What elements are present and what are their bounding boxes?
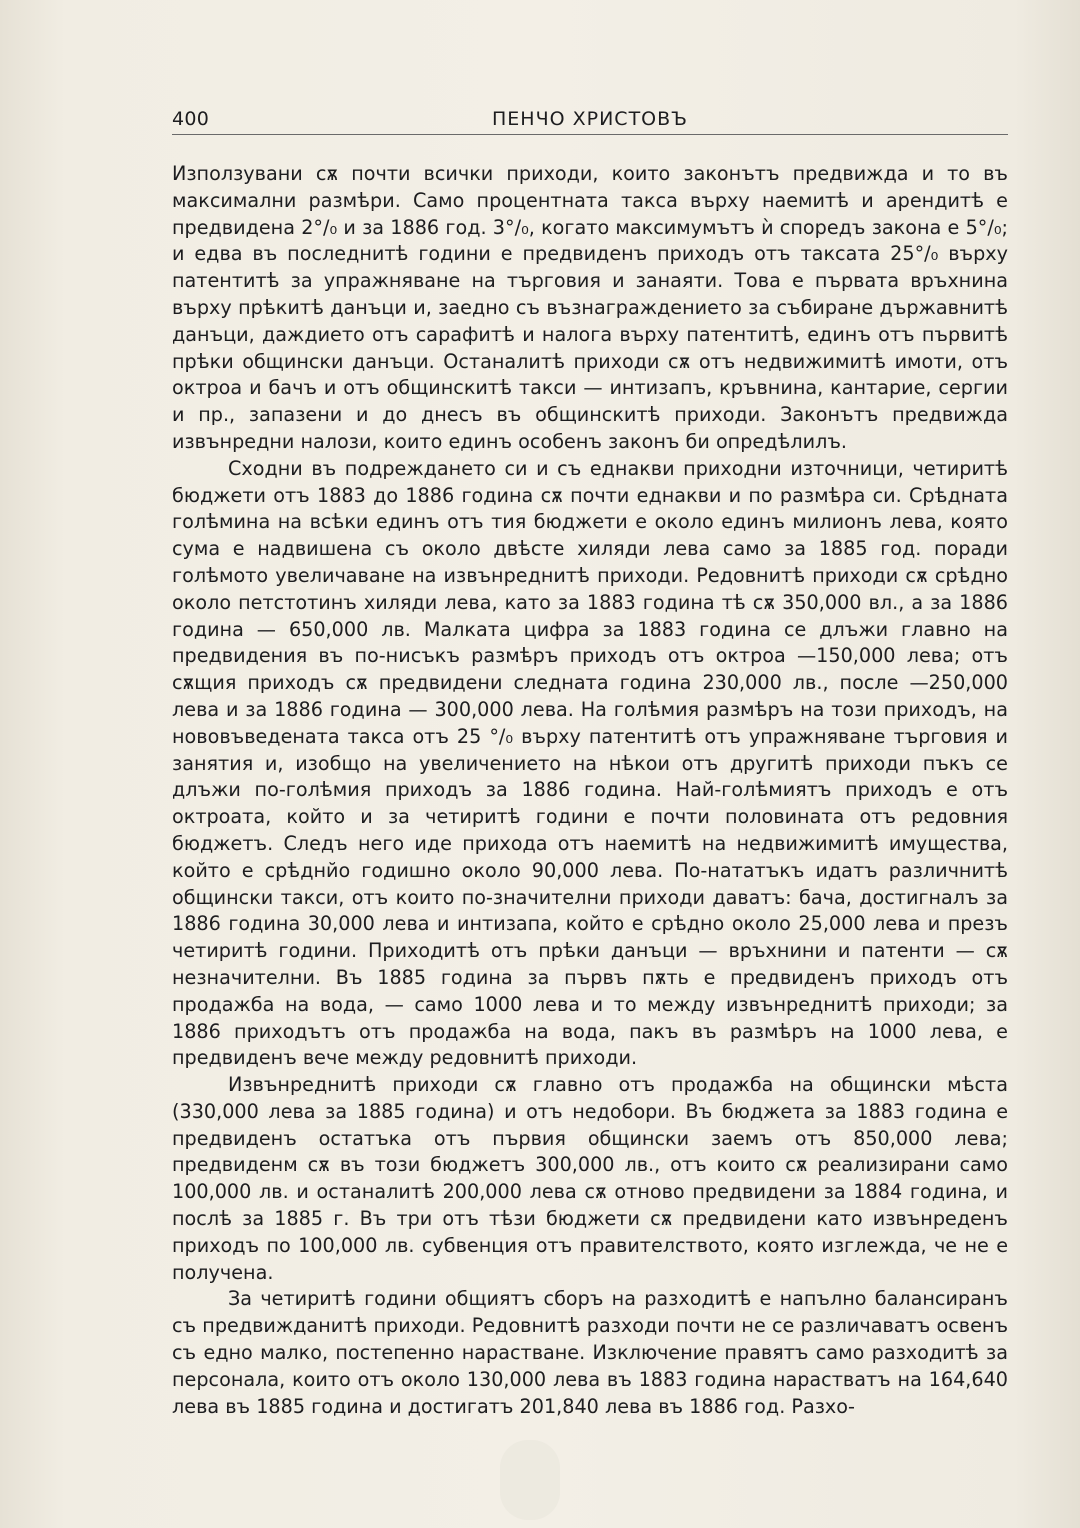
- page-number: 400: [172, 108, 210, 130]
- body-text: [172, 161, 1008, 1420]
- paragraph-1: Използувани сѫ почти всички приходи, които законътъ предвижда и то въ максимални размѣри. Само процентната такса върху наемитѣ и арендитѣ е предвидена 2°/₀ и за 1886 год. 3°/₀, когато максимумътъ ѝ споредъ закона е 5°/₀; и едва въ последнитѣ години е предвиденъ приходъ отъ таксата 25°/₀ върху патентитѣ за упражняване на търговия и занаяти. Това е първата връхнина върху прѣкитѣ данъци и, заедно съ възнаграждението за събиране държавнитѣ данъци, даждието отъ сарафитѣ и налога върху патентитѣ, единъ отъ първитѣ прѣки общински данъци. Останалитѣ приходи сѫ отъ недвижимитѣ имоти, отъ октроа и бачъ и отъ общинскитѣ такси — интизапъ, кръвнина, кантарие, сергии и пр., запазени и до днесъ въ общинскитѣ приходи. Законътъ предвижда извънредни налози, които единъ особенъ законъ би опредѣлилъ.: [172, 162, 1008, 453]
- paragraph-4: За четиритѣ години общиятъ сборъ на разходитѣ е напълно балансиранъ съ предвижданитѣ приходи. Редовнитѣ разходи почти не се различаватъ освенъ съ едно малко, постепенно нарастване. Изключение правятъ само разходитѣ за персонала, които отъ около 130,000 лева въ 1883 година нарастватъ на 164,640 лева въ 1885 година и достигатъ 201,840 лева въ 1886 год. Разхо-: [172, 1287, 1008, 1418]
- page-header: [172, 104, 1008, 135]
- paragraph-2: Сходни въ подреждането си и съ еднакви приходни източници, четиритѣ бюджети отъ 1883 до 1886 година сѫ почти еднакви и по размѣра си. Срѣдната голѣмина на всѣки единъ отъ тия бюджети е около единъ милионъ лева, която сума е надвишена съ около двѣсте хиляди лева само за 1885 год. поради голѣмото увеличаване на извънреднитѣ приходи. Редовнитѣ приходи сѫ срѣдно около петстотинъ хиляди лева, като за 1883 година тѣ сѫ 350,000 вл., а за 1886 година — 650,000 лв. Малката цифра за 1883 година се длъжи главно на предвидения въ по-нисъкъ размѣръ приходъ отъ октроа —150,000 лева; отъ сѫщия приходъ сѫ предвидени следната година 230,000 лв., после —250,000 лева и за 1886 година — 300,000 лева. На голѣмия размѣръ на този приходъ, на нововъведената такса отъ 25 °/₀ върху патентитѣ отъ упражняване търговия и занятия и, изобщо на увеличението на нѣкои отъ другитѣ приходи пъкъ се длъжи по-голѣмия приходъ за 1886 година. Най-голѣмиятъ приходъ е отъ октроата, който и за четиритѣ години е почти половината отъ редовния бюджетъ. Следъ него иде прихода отъ наемитѣ на недвижимитѣ имущества, който е срѣднйо годишно около 90,000 лева. По-нататъкъ идатъ различнитѣ общински такси, отъ които по-значителни приходи даватъ: бача, достигналъ за 1886 година 30,000 лева и интизапа, който е срѣдно около 25,000 лева и презъ четиритѣ години. Приходитѣ отъ прѣки данъци — връхнини и патенти — сѫ незначителни. Въ 1885 година за първъ пѫть е предвиденъ приходъ отъ продажба на вода, — само 1000 лева и то между извънреднитѣ приходи; за 1886 приходътъ отъ продажба на вода, пакъ въ размѣръ на 1000 лева, е предвиденъ вече между редовнитѣ приходи.: [172, 456, 1008, 1070]
- running-title: ПЕНЧО ХРИСТОВЪ: [492, 108, 688, 130]
- faint-watermark: [500, 1440, 560, 1520]
- paragraph-3: Извънреднитѣ приходи сѫ главно отъ продажба на общински мѣста (330,000 лева за 1885 година) и отъ недобори. Въ бюджета за 1883 година е предвиденъ остатъка отъ първия общински заемъ отъ 850,000 лева; предвиденм сѫ въ този бюджетъ 300,000 лв., отъ които сѫ реализирани само 100,000 лв. и останалитѣ 200,000 лева сѫ отново предвидени за 1884 година, и послѣ за 1885 г. Въ три отъ тѣзи бюджети сѫ предвидени като извънреденъ приходъ по 100,000 лв. субвенция отъ правителството, която изглежда, че не е получена.: [172, 1073, 1008, 1284]
